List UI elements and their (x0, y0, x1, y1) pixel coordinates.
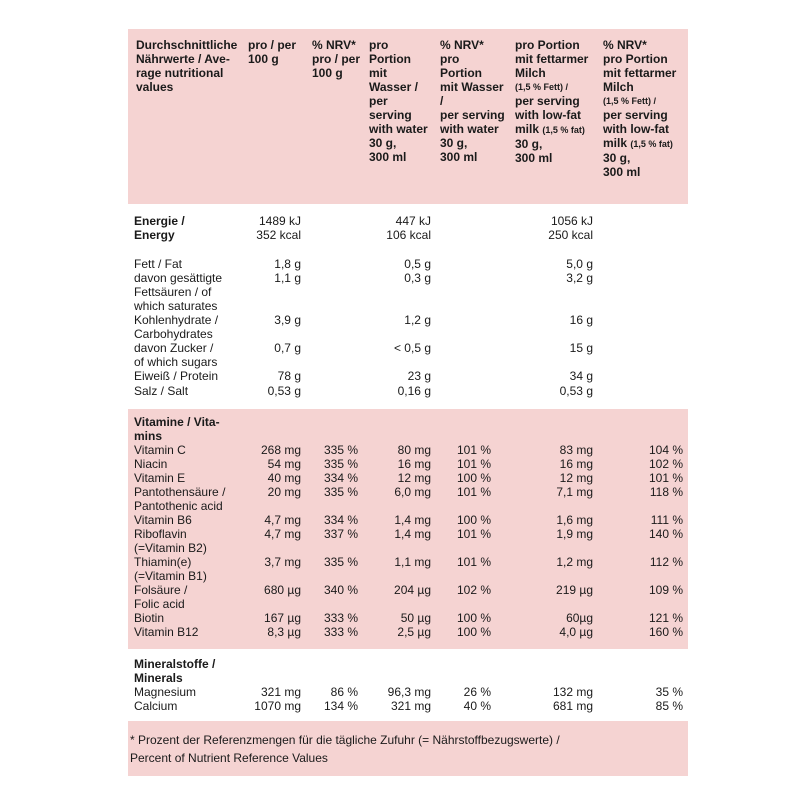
row-label: Vitamin C (134, 443, 186, 457)
row-value: 132 mg (552, 685, 593, 699)
row-label: Thiamin(e) (=Vitamin B1) (134, 555, 207, 583)
row-value: 40 % (463, 699, 491, 713)
row-value: 268 mg (260, 443, 301, 457)
row-label: Folsäure / Folic acid (134, 583, 188, 611)
header-line: rage nutritional (136, 66, 224, 80)
row-value: 334 % (323, 513, 358, 527)
row-value: 100 % (456, 471, 491, 485)
row-value: 337 % (323, 527, 358, 541)
row-value: 335 % (323, 457, 358, 471)
row-label: Vitamin B6 (134, 513, 192, 527)
row-value: 333 % (323, 611, 358, 625)
vitamins-section (128, 409, 688, 649)
header-line: (1,5 % Fett) / (603, 96, 657, 106)
row-value: 5,0 g (566, 257, 593, 271)
row-value: 321 mg (260, 685, 301, 699)
row-value: 1,4 mg (394, 527, 431, 541)
header-line: mit fettarmer (515, 52, 589, 66)
header-line: values (136, 80, 174, 94)
header-line: / (440, 94, 444, 108)
header-line: pro / per (248, 38, 297, 52)
row-value: 680 µg (264, 583, 301, 597)
row-value: 3,7 mg (264, 555, 301, 569)
row-value: 54 mg (267, 457, 301, 471)
row-value: 1,2 mg (556, 555, 593, 569)
header-line: 300 ml (515, 151, 553, 165)
header-line: 30 g, (515, 137, 543, 151)
row-value: 1,4 mg (394, 513, 431, 527)
row-label: Riboflavin (=Vitamin B2) (134, 527, 207, 555)
header-line: (1,5 % Fett) / (515, 82, 569, 92)
row-value: 1,1 mg (394, 555, 431, 569)
header-line: 300 ml (369, 150, 407, 164)
minerals-title-text: Mineralstoffe / Minerals (134, 657, 216, 685)
row-value: 101 % (456, 527, 491, 541)
row-value: 101 % (456, 443, 491, 457)
header-line: per (369, 94, 388, 108)
row-value: 140 % (648, 527, 683, 541)
row-value: 335 % (323, 555, 358, 569)
header-col-nrv-per100g (312, 38, 360, 80)
row-value: 321 mg (390, 699, 431, 713)
row-label: Vitamin E (134, 471, 186, 485)
row-value: 134 % (323, 699, 358, 713)
row-value: 0,53 g (559, 384, 593, 398)
row-value: 83 mg (559, 443, 593, 457)
row-value: < 0,5 g (393, 341, 431, 355)
row-value: 50 µg (400, 611, 431, 625)
row-value: 118 % (649, 485, 683, 499)
row-value: 219 µg (556, 583, 593, 597)
row-value: 1056 kJ 250 kcal (548, 214, 593, 242)
row-label: Vitamin B12 (134, 625, 199, 639)
header-line: with low-fat (515, 108, 581, 122)
energy-macros-section (128, 204, 688, 409)
footnote-section (128, 721, 688, 776)
row-value: 4,7 mg (264, 513, 301, 527)
row-label: davon gesättigte Fettsäuren / of which saturates (134, 271, 223, 313)
row-value: 335 % (323, 485, 358, 499)
row-value: 3,2 g (566, 271, 593, 285)
minerals-section (128, 649, 688, 721)
row-value: 100 % (456, 513, 491, 527)
header-line: with water (440, 122, 499, 136)
row-value: 34 g (569, 369, 593, 383)
row-value: 23 g (407, 369, 431, 383)
row-label: Niacin (134, 457, 168, 471)
header-col-serving-water (369, 38, 428, 164)
header-line-note: (1,5 % fat) (630, 139, 673, 149)
row-value: 1,8 g (274, 257, 301, 271)
row-label: Salz / Salt (134, 384, 189, 398)
header-line: Portion (369, 52, 411, 66)
row-value: 4,0 µg (559, 625, 593, 639)
row-value: 100 % (456, 611, 491, 625)
row-value: 0,5 g (404, 257, 431, 271)
header-line: mit fettarmer (603, 66, 677, 80)
header-line: milk (1,5 % fat) (603, 136, 673, 150)
header-line: with low-fat (603, 122, 669, 136)
row-label: Biotin (134, 611, 165, 625)
row-value: 85 % (655, 699, 683, 713)
row-value: 340 % (323, 583, 358, 597)
row-value: 1,6 mg (556, 513, 593, 527)
row-value: 334 % (323, 471, 358, 485)
header-line: per serving (440, 108, 505, 122)
row-value: 104 % (648, 443, 683, 457)
row-value: 8,3 µg (267, 625, 301, 639)
header-col-per100g (248, 38, 296, 66)
row-value: 109 % (648, 583, 683, 597)
header-line: Nährwerte / Ave- (136, 52, 230, 66)
header-line: % NRV* (312, 38, 356, 52)
row-value: 7,1 mg (556, 485, 593, 499)
header-line: pro Portion (603, 52, 668, 66)
row-value: 86 % (330, 685, 358, 699)
row-value: 12 mg (559, 471, 593, 485)
row-value: 101 % (648, 471, 683, 485)
row-value: 1489 kJ 352 kcal (256, 214, 301, 242)
header-line: mit (369, 66, 387, 80)
header-line: Milch (603, 80, 634, 94)
row-label: Magnesium (134, 685, 197, 699)
row-value: 78 g (277, 369, 301, 383)
header-line: Durchschnittliche (136, 38, 238, 52)
row-value: 111 % (650, 513, 683, 527)
row-value: 26 % (463, 685, 491, 699)
row-label: Fett / Fat (134, 257, 183, 271)
row-value: 1,9 mg (556, 527, 593, 541)
row-value: 333 % (323, 625, 358, 639)
row-value: 0,16 g (397, 384, 431, 398)
header-line: % NRV* (440, 38, 484, 52)
header-line: 100 g (312, 66, 343, 80)
row-value: 112 % (649, 555, 683, 569)
footnote-line-1: * Prozent der Referenzmengen für die tägliche Zufuhr (= Nährstoffbezugswerte) / (130, 733, 560, 747)
row-value: 80 mg (397, 443, 431, 457)
header-line-note: (1,5 % fat) (542, 125, 585, 135)
footnote-line-2: Percent of Nutrient Reference Values (130, 751, 328, 765)
row-value: 102 % (456, 583, 491, 597)
row-value: 3,9 g (274, 313, 301, 327)
row-label: Energie / Energy (134, 214, 185, 242)
row-value: 204 µg (394, 583, 431, 597)
header-line: pro (440, 52, 460, 66)
header-line: pro (369, 38, 389, 52)
header-line: Wasser / (369, 80, 418, 94)
table-header (128, 29, 688, 204)
row-value: 4,7 mg (264, 527, 301, 541)
header-col-serving-milk (515, 38, 588, 165)
row-value: 447 kJ 106 kcal (386, 214, 431, 242)
row-value: 335 % (323, 443, 358, 457)
row-value: 2,5 µg (397, 625, 431, 639)
row-value: 101 % (456, 555, 491, 569)
header-line: pro Portion (515, 38, 580, 52)
row-value: 60µg (566, 611, 593, 625)
row-value: 16 mg (559, 457, 593, 471)
row-value: 681 mg (552, 699, 593, 713)
header-line: 300 ml (440, 150, 478, 164)
header-line: pro / per (312, 52, 361, 66)
row-value: 1,2 g (404, 313, 431, 327)
header-line: 30 g, (603, 151, 631, 165)
row-value: 102 % (648, 457, 683, 471)
header-line: % NRV* (603, 38, 647, 52)
row-label: Kohlenhydrate / Carbohydrates (134, 313, 219, 341)
header-col-label (136, 38, 237, 94)
header-line: milk (1,5 % fat) (515, 122, 585, 136)
header-col-nrv-serving-milk (603, 38, 676, 179)
row-value: 40 mg (267, 471, 301, 485)
row-value: 16 mg (397, 457, 431, 471)
row-value: 1070 mg (254, 699, 301, 713)
row-value: 6,0 mg (394, 485, 431, 499)
row-value: 0,7 g (274, 341, 301, 355)
row-value: 101 % (456, 457, 491, 471)
row-value: 12 mg (397, 471, 431, 485)
row-label: davon Zucker / of which sugars (134, 341, 218, 369)
row-value: 16 g (569, 313, 593, 327)
row-value: 101 % (456, 485, 491, 499)
row-value: 20 mg (267, 485, 301, 499)
header-col-nrv-serving-water (440, 38, 505, 164)
row-value: 121 % (648, 611, 683, 625)
header-line: per serving (515, 94, 580, 108)
row-label: Eiweiß / Protein (134, 369, 219, 383)
row-value: 15 g (569, 341, 593, 355)
header-line: 30 g, (369, 136, 397, 150)
header-line: Milch (515, 66, 546, 80)
row-value: 1,1 g (274, 271, 301, 285)
header-line: 30 g, (440, 136, 468, 150)
header-line: serving (369, 108, 412, 122)
vitamins-title-text: Vitamine / Vita- mins (134, 415, 220, 443)
row-value: 0,3 g (404, 271, 431, 285)
header-line: 100 g (248, 52, 279, 66)
row-label: Calcium (134, 699, 178, 713)
header-line: Portion (440, 66, 482, 80)
header-line: with water (369, 122, 428, 136)
header-line: per serving (603, 108, 668, 122)
row-value: 96,3 mg (387, 685, 431, 699)
row-value: 0,53 g (267, 384, 301, 398)
row-value: 167 µg (264, 611, 301, 625)
row-value: 160 % (648, 625, 683, 639)
header-line: mit Wasser (440, 80, 504, 94)
row-label: Pantothensäure / Pantothenic acid (134, 485, 226, 513)
header-line: 300 ml (603, 165, 641, 179)
row-value: 35 % (655, 685, 683, 699)
row-value: 100 % (456, 625, 491, 639)
